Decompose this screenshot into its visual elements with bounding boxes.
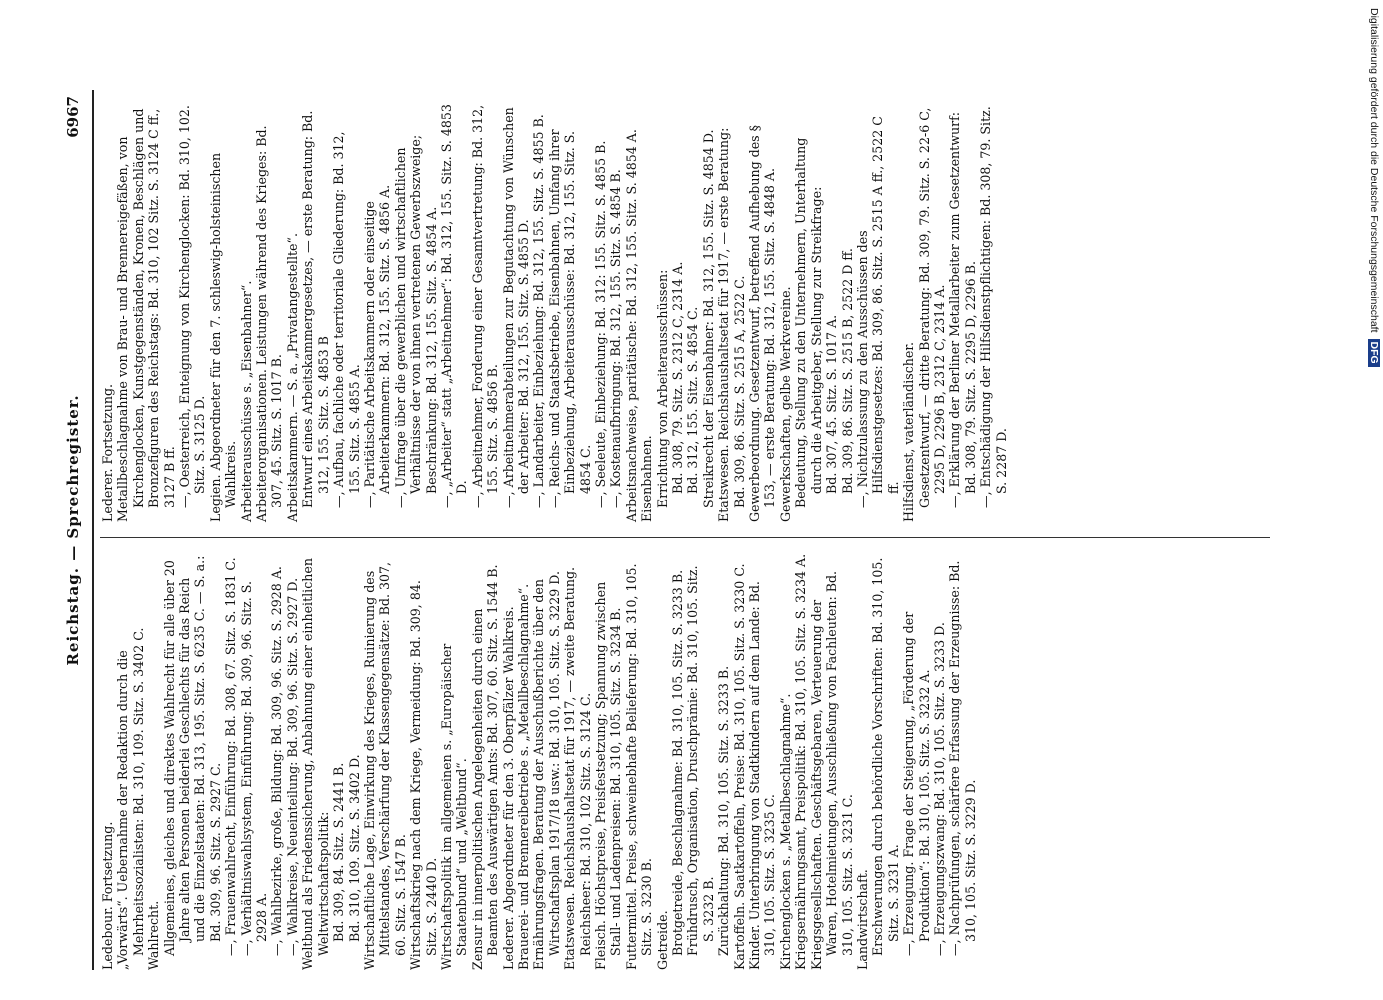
register-entry: —, Aufbau, fachliche oder territoriale Gliederung: Bd. 312, 155. Sitz. S. 4855 A. [331,131,362,508]
credit-text: Digitalisierung gefördert durch die Deutsche Forschungsgemeinschaft [1368,8,1380,333]
scanned-page [60,90,1330,970]
register-entry: Wahlrecht. [146,900,162,970]
register-entry: —, Wahlkreise, Neueinteilung: Bd. 309, 96. Sitz. S. 2927 D. [284,577,300,956]
register-entry: Frühdrusch, Organisation, Druschprämie: Bd. 310, 105. Sitz. S. 3232 B. [685,565,716,956]
register-entry: —, Erklärung der Berliner Metallarbeiter zum Gesetzentwurf: Bd. 308, 79. Sitz. S. 2295 D, 2296 B. [947,111,978,508]
page-header [60,90,92,970]
register-entry: Bd. 307, 45. Sitz. S. 1017 A. [824,314,840,494]
register-entry: —, Verhältniswahlsystem, Einführung: Bd. 309, 96. Sitz. S. 2928 A. [238,581,270,956]
register-entry: Zurückhaltung: Bd. 310, 105. Sitz. S. 3233 B. [716,665,732,956]
register-entry: Eisenbahnen. [639,435,655,522]
running-title: Reichstag. — Sprechregister. [64,394,82,666]
register-entry: Getreide. [654,910,670,970]
register-entry: Etatswesen. Reichshaushaltsetat für 1917, — erste Beratung: Bd. 309, 86. Sitz. S. 2515 A, 2522 C. [716,127,747,522]
right-column [100,104,1009,522]
register-entry: Wirtschaftskrieg nach dem Kriege, Vermeidung: Bd. 309, 84. Sitz. S. 2440 D. [408,580,439,970]
register-entry: Brauerei- und Brennereibetriebe s. „Metallbeschlagnahme“. [515,583,531,970]
register-entry: Zensur in innerpolitischen Angelegenheiten durch einen Beamten des Auswärtigen Amts: Bd. 307, 60. Sitz. S. 1544 B. [469,564,501,970]
register-entry: —, Paritätische Arbeitskammern oder einseitige Arbeiterkammern: Bd. 312, 155. Sitz. S. 4856 A. [361,184,393,508]
register-entry: Gewerbeordnung. Gesetzentwurf, betreffend Aufhebung des § 153, — erste Beratung: Bd. 312, 155. Sitz. S. 4848 A. [747,125,778,522]
dfg-badge: DFG [1368,339,1380,367]
register-entry: Fleisch. Höchstpreise, Preisfestsetzung; Spannung zwischen Stall- und Ladenpreisen: Bd. 310, 105. Sitz. S. 3234 B. [593,581,624,970]
register-entry: Arbeitskammern. — S. a. „Privatangestellte“. [284,233,300,522]
register-entry: —, Nichtzulassung zu den Ausschüssen des Hilfsdienstgesetzes: Bd. 309, 86. Sitz. S. 2515 A ff., 2522 C ff. [854,116,901,508]
register-entry: Landwirtschaft. [854,869,870,970]
register-entry: Etatswesen. Reichshaushaltsetat für 1917, — zweite Beratung. Reichsheer: Bd. 310, 102 Sitz. S. 3124 C. [562,566,593,970]
register-entry: —, Reichs- und Staatsbetriebe, Eisenbahnen, Umfang ihrer Einbeziehung, Arbeiterausschüsse: Bd. 312, 155. Sitz. S. 4854 C. [546,129,593,508]
header-rule [92,90,94,970]
register-entry: Kriegsgesellschaften. Geschäftsgebaren, Verteuerung der Waren, Hotelmietungen, Ausschließung von Fachleuten: Bd. 310, 105. Sitz. S. 3231 C. [808,570,855,970]
register-entry: „Vorwärts“. Uebernahme der Redaktion durch die Mehrheitssozialisten: Bd. 310, 109. Sitz. S. 3402 C. [115,627,146,970]
register-entry: —, Erzeugung. Frage der Steigerung, „Förderung der Produktion“: Bd. 310, 105. Sitz. S. 3232 A. [901,611,932,956]
register-entry: —, Arbeitnehmer, Forderung einer Gesamtvertretung: Bd. 312, 155. Sitz. S. 4856 B. [469,104,501,508]
register-entry: Arbeiterorganisationen. Leistungen während des Krieges: Bd. 307, 45. Sitz. S. 1017 B. [254,125,285,522]
register-entry: Legien. Abgeordneter für den 7. schleswig-holsteinischen Wahlkreis. [207,152,239,522]
register-entry: —, Wahlbezirke, große, Bildung: Bd. 309, 96. Sitz. S. 2928 A. [269,566,285,956]
register-entry: Wirtschaftliche Lage, Einwirkung des Krieges, Ruinierung des Mittelstandes, Verschärfung der Klassengegensätze: Bd. 307, 60. Sitz. S. 1547 B. [361,561,408,970]
register-entry: —, Erzeugungszwang: Bd. 310, 105. Sitz. S. 3233 D. [931,622,947,956]
register-entry: Hilfsdienst, vaterländischer. [901,342,917,522]
register-entry: Futtermittel. Preise, schweinebhafte Belieferung: Bd. 310, 105. Sitz. S. 3230 B. [623,563,655,970]
register-entry: Ledebour. Fortsetzung. [100,821,115,970]
register-entry: Entwurf eines Arbeitskammergesetzes, — erste Beratung: Bd. 312, 155. Sitz. S. 4853 B [300,110,331,508]
register-entry: —, Arbeitnehmerabteilungen zur Begutachtung von Wünschen der Arbeiter: Bd. 312, 155. Sitz. S. 4855 D. [500,107,531,508]
register-entry: Gewerkschaften, gelbe Werkvereine. [777,286,793,522]
register-entry: Bd. 308, 79. Sitz. S. 2312 C, 2314 A. [670,261,686,494]
register-entry: —, Landarbeiter, Einbeziehung: Bd. 312, 155. Sitz. S. 4855 B. [531,114,547,508]
register-entry: Bd. 309, 84. Sitz. S. 2441 B. [331,762,347,942]
register-entry: Bedeutung, Stellung zu den Unternehmern, Unterhaltung durch die Arbeitgeber, Stellung zur Streikfrage: [793,137,824,508]
register-entry: Arbeitsnachweise, paritätische: Bd. 312, 155. Sitz. S. 4854 A. [623,129,639,522]
register-entry: Arbeiterausschüsse s. „Eisenbahner“. [238,280,254,522]
column-divider [100,537,1270,538]
register-entry: Lederer. Fortsetzung. [100,383,115,522]
register-entry: Bd. 309, 86. Sitz. S. 2515 B, 2522 D ff. [839,248,855,494]
register-entry: Kirchenglocken s. „Metallbeschlagnahme“. [777,693,793,970]
register-entry: —, Oesterreich, Enteignung von Kirchenglocken: Bd. 310, 102. Sitz. S. 3125 D. [177,105,208,508]
page-number: 6967 [64,96,82,138]
register-entry: Kartoffeln. Saatkartoffeln, Preise: Bd. 310, 105. Sitz. S. 3230 C. [731,563,747,970]
register-entry: —, Umfrage über die gewerblichen und wirtschaftlichen Verhältnisse der von ihnen vertretenen Gewerbszweige; Beschränkung: Bd. 312, 155. Sitz. S. 4854 A. [392,134,439,508]
register-entry: Bd. 312, 155. Sitz. S. 4854 C. [685,306,701,494]
register-entry: —, Seeleute, Einbeziehung: Bd. 312: 155. Sitz. S. 4855 B. [593,140,608,508]
register-entry: Gesetzentwurf, — dritte Beratung: Bd. 309, 79. Sitz. S. 22-6 C, 2295 D, 2296 B, 2312 C, 2314 A. [916,107,947,508]
register-entry: —, „Arbeiter“ statt „Arbeitnehmer“: Bd. 312, 155. Sitz. S. 4853 D. [438,104,470,508]
register-entry: —, Entschädigung der Hilfsdienstpflichtigen: Bd. 308, 79. Sitz. S. 2287 D. [978,106,1009,508]
register-entry: Kriegsernährungsamt, Preispolitik: Bd. 310, 105. Sitz. S. 3234 A. [793,553,809,970]
register-entry: Wirtschaftspolitik im allgemeinen s. „Europäischer Staatenbund“ und „Weltbund“. [438,643,470,970]
register-entry: Kinder. Unterbringung von Stadtkindern auf dem Lande: Bd. 310, 105. Sitz. S. 3235 C. [747,581,778,970]
register-entry: Bd. 310, 109. Sitz. S. 3402 D. [346,754,362,942]
register-entry: Lederer. Abgeordneter für den 3. Oberpfälzer Wahlkreis. [500,606,516,970]
register-entry: Allgemeines, gleiches und direktes Wahlrecht für alle über 20 Jahre alten Personen beiderlei Geschlechts für das Reich und die Einzelstaaten: Bd. 313, 195. Sitz. S. 6235 C. — S. a.: Bd. 309, 96. Sitz. S. 2927 C. [161,555,223,956]
register-entry: —, Nachprüfungen, schärfere Erfassung der Erzeugnisse: Bd. 310, 105. Sitz. S. 3229 D. [947,560,978,956]
register-entry: Brotgetreide, Beschlagnahme: Bd. 310, 105. Sitz. S. 3233 B. [670,569,686,956]
register-entry: Weltbund als Friedenssicherung, Anbahnung einer einheitlichen Weltwirtschaftspolitik: [300,558,331,970]
register-entry: Errichtung von Arbeiterausschüssen: [654,269,670,508]
register-entry: Erschwerungen durch behördliche Vorschriften: Bd. 310, 105. Sitz. S. 3231 A. [870,557,901,956]
register-entry: —, Frauenwahlrecht, Einführung: Bd. 308, 67. Sitz. S. 1831 C. [223,557,239,956]
register-entry: Ernährungsfragen. Beratung der Ausschußberichte über den Wirtschaftsplan 1917/18 usw.: Bd. 310, 105. Sitz. S. 3229 D. [531,571,562,970]
register-entry: Metallbeschlagnahme von Brau- und Brennereigefäßen, von Kirchenglocken, Kunstgegenständen, Kronen, Beschlägen und Bronzefiguren des Reichstags: Bd. 310, 102 Sitz. S. 3124 C ff., 3127 B ff. [115,108,177,522]
digitization-credit [1358,8,1383,568]
left-column [100,552,978,970]
register-entry: Streikrecht der Eisenbahner: Bd. 312, 155. Sitz. S. 4854 D. [700,129,716,508]
register-entry: —, Kostenaufbringung: Bd. 312, 155. Sitz. S. 4854 B. [608,169,624,508]
